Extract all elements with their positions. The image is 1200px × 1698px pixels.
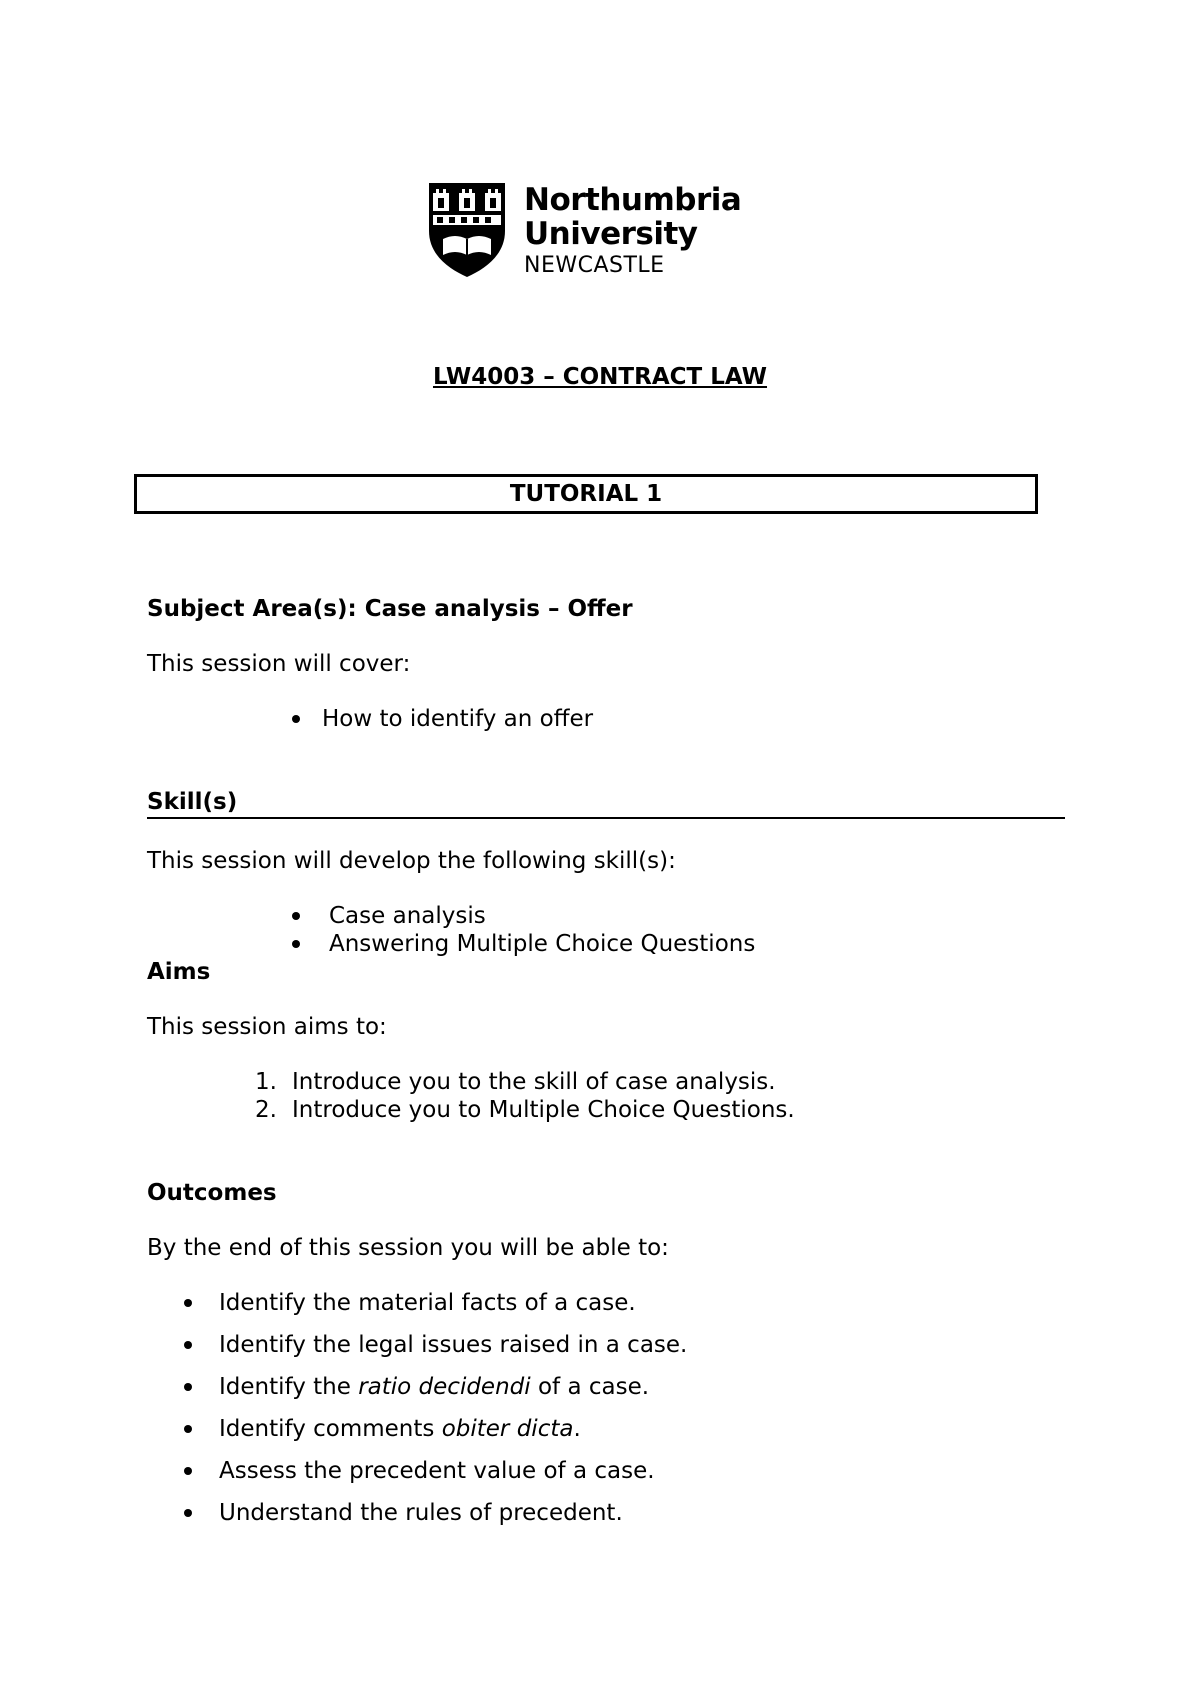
outcome-text: Assess the precedent value of a case. bbox=[219, 1458, 655, 1484]
outcome-italic-term: obiter dicta bbox=[441, 1416, 574, 1442]
aims-item-number: 1. bbox=[255, 1069, 277, 1095]
logo-line-newcastle: NEWCASTLE bbox=[524, 253, 665, 278]
aims-item-text: Introduce you to the skill of case analysis. bbox=[292, 1069, 776, 1095]
logo-line-northumbria: Northumbria bbox=[524, 182, 742, 218]
castle-shield-icon bbox=[427, 183, 507, 277]
university-logo bbox=[427, 182, 742, 283]
logo-wordmark bbox=[524, 183, 741, 281]
course-title: LW4003 – CONTRACT LAW bbox=[432, 364, 768, 390]
subject-intro: This session will cover: bbox=[147, 651, 411, 677]
bullet-icon bbox=[292, 912, 300, 920]
outcome-text: Identify the material facts of a case. bbox=[219, 1290, 636, 1316]
bullet-icon bbox=[184, 1425, 192, 1433]
bullet-icon bbox=[184, 1341, 192, 1349]
aims-item-number: 2. bbox=[255, 1097, 277, 1123]
subject-item-text: How to identify an offer bbox=[322, 706, 594, 732]
outcomes-heading: Outcomes bbox=[147, 1180, 277, 1206]
aims-heading: Aims bbox=[147, 959, 211, 985]
outcome-text: Identify comments obiter dicta. bbox=[219, 1416, 581, 1442]
skills-item-text: Case analysis bbox=[329, 903, 486, 929]
subject-heading: Subject Area(s): Case analysis – Offer bbox=[147, 596, 633, 622]
aims-intro: This session aims to: bbox=[147, 1014, 387, 1040]
skills-item-text: Answering Multiple Choice Questions bbox=[329, 931, 756, 957]
bullet-icon bbox=[184, 1509, 192, 1517]
outcome-text: Identify the ratio decidendi of a case. bbox=[219, 1374, 650, 1400]
skills-heading: Skill(s) bbox=[147, 789, 238, 815]
logo-line-university: University bbox=[524, 216, 698, 252]
bullet-icon bbox=[184, 1383, 192, 1391]
tutorial-title-box: TUTORIAL 1 bbox=[134, 474, 1038, 514]
aims-item-text: Introduce you to Multiple Choice Questions. bbox=[292, 1097, 795, 1123]
outcome-italic-term: ratio decidendi bbox=[358, 1374, 531, 1400]
outcome-text: Identify the legal issues raised in a case. bbox=[219, 1332, 688, 1358]
bullet-icon bbox=[184, 1299, 192, 1307]
skills-intro: This session will develop the following skill(s): bbox=[147, 848, 676, 874]
bullet-icon bbox=[292, 715, 300, 723]
bullet-icon bbox=[184, 1467, 192, 1475]
outcomes-intro: By the end of this session you will be able to: bbox=[147, 1235, 669, 1261]
skills-heading-rule bbox=[147, 817, 1065, 819]
outcome-text: Understand the rules of precedent. bbox=[219, 1500, 623, 1526]
bullet-icon bbox=[292, 940, 300, 948]
